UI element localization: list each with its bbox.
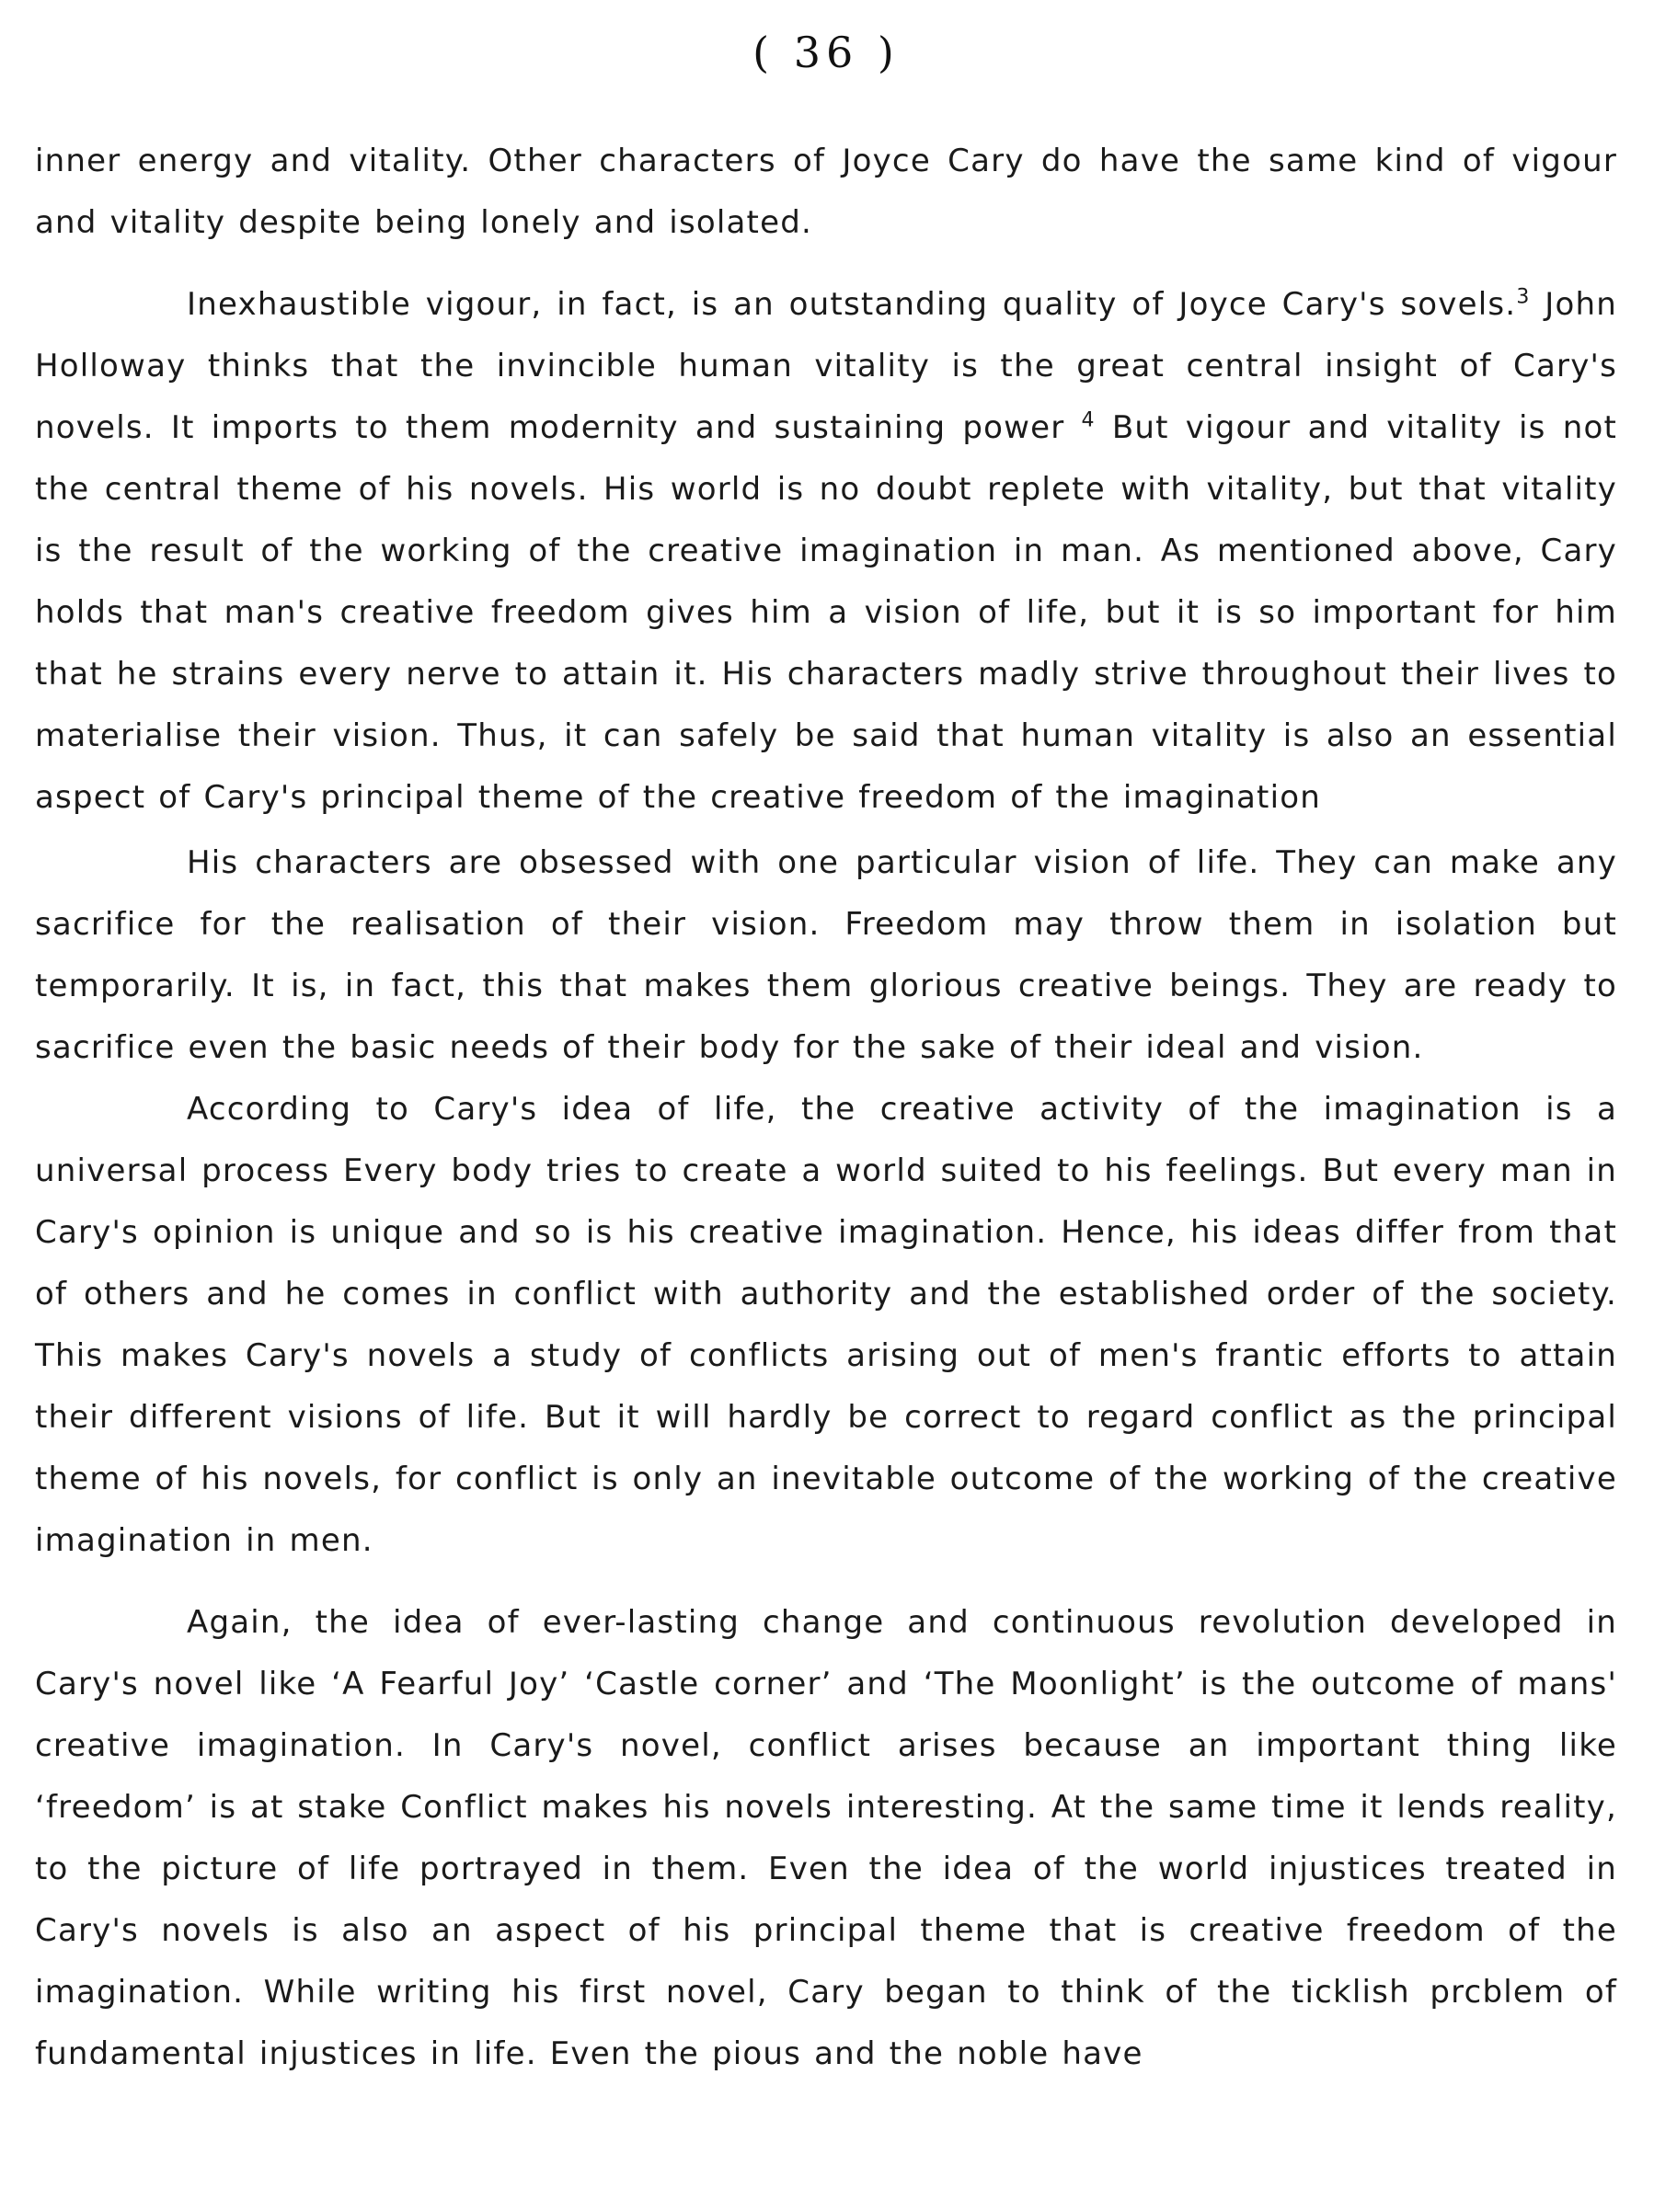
paragraph-continuation	[35, 131, 1617, 254]
paragraph-text: Inexhaustible vigour, in fact, is an outstanding quality of Joyce Cary's sovels.	[187, 286, 1517, 323]
footnote-ref-4: 4	[1081, 408, 1096, 432]
paragraph-text: His characters are obsessed with one particular vision of life. They can make any sacrifice for the realisation of their vision. Freedom may throw them in isolation but temporarily. It is, in fact, this that makes them glorious creative beings. They are ready to sacrifice even the basic needs of their body for the sake of their ideal and vision.	[35, 844, 1617, 1066]
paragraph-text: According to Cary's idea of life, the creative activity of the imagination is a universal process Every body tries to create a world suited to his feelings. But every man in Cary's opinion is unique and so is his creative imagination. Hence, his ideas differ from that of others and he comes in conflict with authority and the established order of the society. This makes Cary's novels a study of conflicts arising out of men's frantic efforts to attain their different visions of life. But it will hardly be correct to regard conflict as the principal theme of his novels, for conflict is only an inevitable outcome of the working of the creative imagination in men.	[35, 1091, 1617, 1559]
body-text	[35, 131, 1617, 2085]
paragraph-text: Again, the idea of ever-lasting change and continuous revolution developed in Cary's novel like ‘A Fearful Joy’ ‘Castle corner’ and ‘The Moonlight’ is the outcome of mans' creative imagination. In Cary's novel, conflict arises because an important thing like ‘freedom’ is at stake Conflict makes his novels interesting. At the same time it lends reality, to the picture of life portrayed in them. Even the idea of the world injustices treated in Cary's novels is also an aspect of his principal theme that is creative freedom of the imagination. While writing his first novel, Cary began to think of the ticklish prcblem of fundamental injustices in life. Even the pious and the noble have	[35, 1604, 1617, 2072]
paragraph-revolution	[35, 1592, 1617, 2085]
page-number: ( 36 )	[752, 28, 900, 77]
paragraph-conflict	[35, 1079, 1617, 1572]
paragraph-vision	[35, 832, 1617, 1079]
paragraph-text: But vigour and vitality is not the central theme of his novels. His world is no doubt replete with vitality, but that vitality is the result of the working of the creative imagination in man. As mentioned above, Cary holds that man's creative freedom gives him a vision of life, but it is so important for him that he strains every nerve to attain it. His characters madly strive throughout their lives to materialise their vision. Thus, it can safely be said that human vitality is also an essential aspect of Cary's principal theme of the creative freedom of the imagination	[35, 409, 1617, 816]
paragraph-text: inner energy and vitality. Other characters of Joyce Cary do have the same kind of vigour and vitality despite being lonely and isolated.	[35, 143, 1617, 241]
paragraph-vigour	[35, 274, 1617, 829]
paragraph-text: John Holloway thinks that the invincible human vitality is the great central insight of Cary's novels. It imports to them modernity and sustaining power	[35, 286, 1618, 446]
footnote-ref-3: 3	[1516, 285, 1531, 309]
